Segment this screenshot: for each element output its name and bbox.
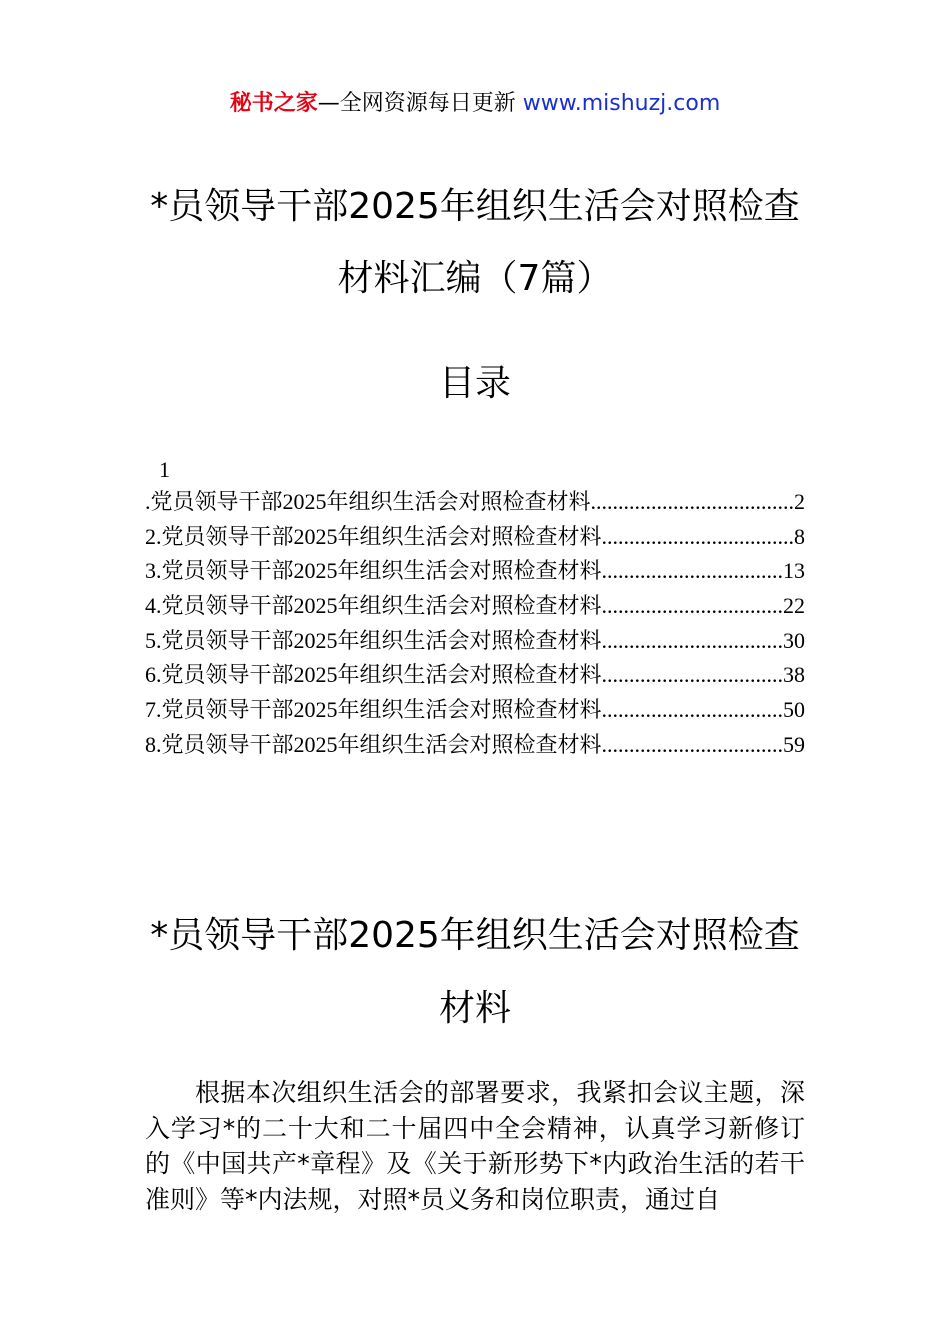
site-url-link[interactable]: www.mishuzj.com [522,91,721,116]
compilation-title-line1: *员领导干部2025年组织生活会对照检查 [150,186,800,227]
toc-entry[interactable] [145,658,805,693]
toc-leader-dots [602,693,783,728]
toc-leader-dots [602,658,783,693]
toc-entry-page: 30 [783,627,805,653]
toc-entry-label: 2.党员领导干部2025年组织生活会对照检查材料 [145,523,602,549]
toc-entry[interactable] [145,554,805,589]
compilation-title-line2: 材料汇编（7篇） [337,258,613,299]
toc-entry-page: 59 [783,731,805,757]
toc-entry-label: 6.党员领导干部2025年组织生活会对照检查材料 [145,662,602,688]
toc-heading: 目录 [438,363,511,404]
toc-leader-dots [602,554,783,589]
toc-entry-page: 2 [794,489,805,514]
toc-entry-label: 8.党员领导干部2025年组织生活会对照检查材料 [145,731,602,757]
toc-leader-dots [602,589,783,624]
toc-entry[interactable] [145,520,805,555]
toc-leader-dots [591,485,794,520]
toc-entry-page: 50 [783,697,805,723]
toc-entry[interactable] [145,589,805,624]
section-title-line1: *员领导干部2025年组织生活会对照检查 [150,915,800,956]
toc-entry-page: 13 [783,558,805,584]
toc-entry-label: .党员领导干部2025年组织生活会对照检查材料 [145,489,591,514]
toc-entry-label: 5.党员领导干部2025年组织生活会对照检查材料 [145,627,602,653]
body-text [145,1075,805,1217]
toc-entry-page: 8 [794,523,805,549]
table-of-contents [145,455,805,763]
toc-entry-page: 38 [783,662,805,688]
toc-leader-dots [602,728,783,763]
body-paragraph: 根据本次组织生活会的部署要求，我紧扣会议主题，深入学习*的二十大和二十届四中全会精神，认真学习新修订的《中国共产*章程》及《关于新形势下*内政治生活的若干准则》等*内法规，对照*员义务和岗位职责，通过自 [145,1078,805,1214]
toc-leader-dots [602,624,783,659]
toc-leader-dots [602,520,794,555]
toc-entry[interactable] [145,485,805,520]
banner-tagline: —全网资源每日更新 [317,91,516,116]
toc-entry-label: 4.党员领导干部2025年组织生活会对照检查材料 [145,593,602,619]
brand-name: 秘书之家 [229,91,318,116]
toc-entry[interactable] [145,693,805,728]
toc-entry[interactable] [145,624,805,659]
section-title-line2: 材料 [438,988,511,1029]
site-banner [0,88,950,120]
toc-leading-number: 1 [159,457,170,482]
toc-entry-label: 3.党员领导干部2025年组织生活会对照检查材料 [145,558,602,584]
toc-entry[interactable] [145,728,805,763]
toc-entry-label: 7.党员领导干部2025年组织生活会对照检查材料 [145,697,602,723]
toc-entry-page: 22 [783,593,805,619]
